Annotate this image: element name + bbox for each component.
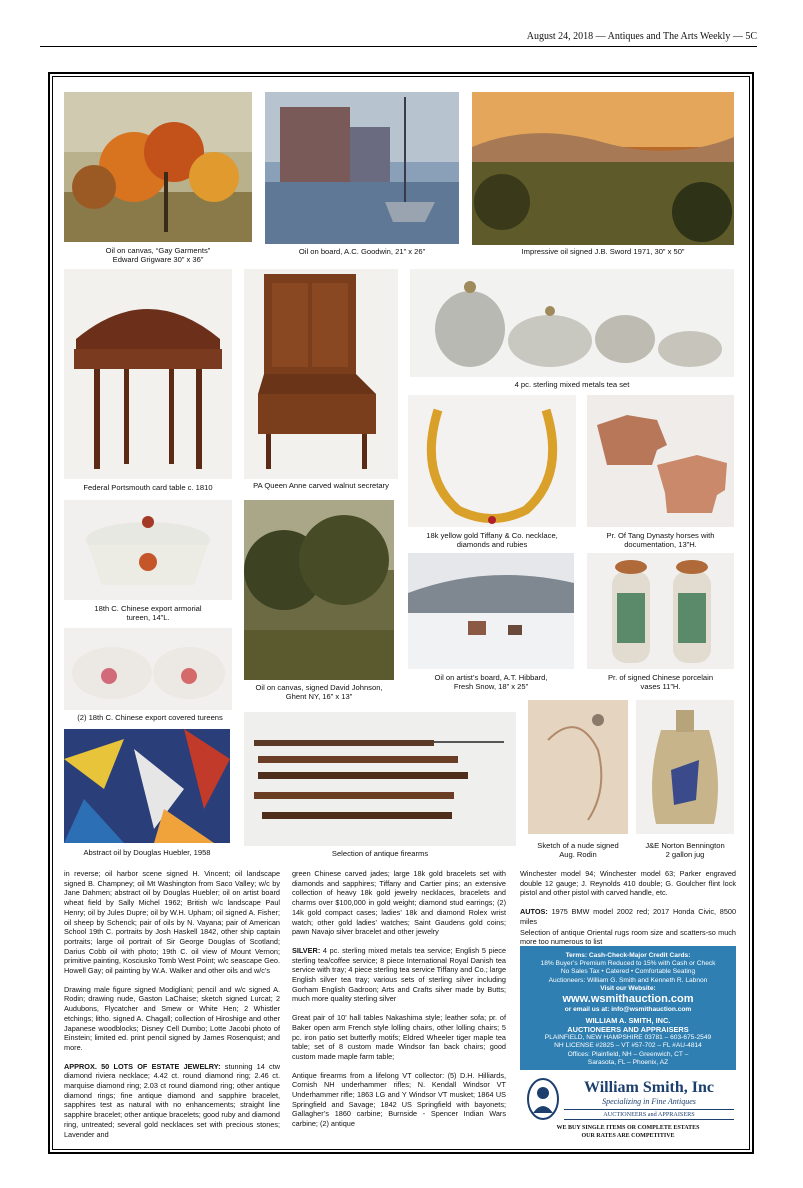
photo-sterling-tea-set: [410, 269, 734, 377]
logo-note: WE BUY SINGLE ITEMS OR COMPLETE ESTATES: [556, 1125, 700, 1131]
paragraph: Winchester model 94; Winchester model 63; Parker engraved double 12 gauge; J. Reynolds 410 double; G. Goulcher flint lock pistol and other pistol with carved handle, etc.: [520, 869, 736, 898]
caption-line: 18k yellow gold Tiffany & Co. necklace,: [426, 531, 558, 540]
section-heading: AUTOS:: [520, 907, 548, 917]
paragraph: [520, 907, 736, 926]
caption-line: 18th C. Chinese export armorial: [94, 604, 202, 613]
photo-tang-horses: [587, 395, 734, 527]
paragraph-text: Drawing male figure signed Modigliani; pencil and w/c signed A. Rodin; drawing nude, Gaston LaChaise; sketch signed Lurcat; 2 Audubons, Flycatcher and Smew or White Hen; 2 Whistler etchings; litho. signed A. Chagall; collection of Hiroshige and other Japanese woodblocks; Disney Cell Dumbo; Lotte Jacobi photo of Einstein; limited ed. print pencil signed by James Rosenquist; and more.: [64, 984, 280, 1052]
logo-note: OUR RATES ARE COMPETITIVE: [581, 1133, 675, 1139]
caption-covered-tureens: (2) 18th C. Chinese export covered tureens: [77, 713, 223, 722]
paragraph-text: stunning 14 ctw diamond riviera necklace; 4.42 ct. round diamond ring; 2.46 ct. marquise diamond ring; 2.03 ct round diamond ring; other antique diamond rings; fine antique diamond and sapphire bracelet, sapphires test as natural with no enhancements; straight line sapphire bracelet; other antique bracelets; good ruby and diamond ring, untreated; several gold necklaces set with precious stones; Lavender and: [64, 1061, 281, 1139]
photo-armorial-tureen: [64, 500, 232, 600]
section-heading: SILVER:: [292, 945, 321, 955]
photo-goodwin-harbor-painting: [265, 92, 459, 244]
caption-line: Fresh Snow, 18” x 25”: [453, 682, 529, 691]
text-column-2: [292, 869, 506, 1138]
visit-label: Visit our Website:: [600, 984, 656, 992]
caption-goodwin: Oil on board, A.C. Goodwin, 21” x 26”: [298, 247, 426, 256]
caption-firearms: Selection of antique firearms: [331, 849, 429, 858]
photo-card-table: [64, 269, 232, 479]
caption-line: documentation, 13”H.: [624, 540, 697, 549]
paragraph: Great pair of 10’ hall tables Nakashima style; leather sofa; pr. of Baker open arm French style lolling chairs, other lolling chairs; 5 pc. iron patio set butterfly motifs; Eldred Wheeler tiger maple tea table; set of 8 custom made Windsor fan back chairs; good custom made maple farm table;: [292, 1013, 506, 1061]
caption-line: tureen, 14”L.: [126, 613, 170, 622]
caption-huebler: Abstract oil by Douglas Huebler, 1958: [83, 848, 211, 857]
caption-horses: [587, 531, 734, 549]
caption-line: Ghent NY, 16” x 13”: [285, 692, 353, 701]
caption-line: Pr. of signed Chinese porcelain: [607, 673, 714, 682]
caption-armorial-tureen: [64, 604, 232, 622]
caption-tea-set: 4 pc. sterling mixed metals tea set: [514, 380, 630, 389]
paragraph: [64, 1062, 280, 1140]
paragraph-text: 4 pc. sterling mixed metals tea service; English 5 piece sterling tea/coffee service; 8 piece International Royal Danish tea service with tray; 4 piece sterling tea service Tiffany and Co.; large English silver tea tray; various sets of sterling silver including Gorham English Gadroon; Arts and Crafts silver made by Butts; much more quality sterling silver: [292, 945, 507, 1004]
caption-line: Oil on artist’s board, A.T. Hibbard,: [434, 673, 548, 682]
caption-card-table: Federal Portsmouth card table c. 1810: [83, 483, 213, 492]
photo-gay-garments-painting: [64, 92, 252, 242]
paragraph: Selection of antique Oriental rugs room size and scatters-so much more too numerous to list: [520, 927, 736, 947]
caption-rodin: [524, 841, 632, 859]
caption-line: Aug. Rodin: [559, 850, 597, 859]
caption-secretary: PA Queen Anne carved walnut secretary: [253, 481, 389, 490]
photo-rodin-sketch: [528, 700, 628, 834]
caption-line: Oil on canvas, signed David Johnson,: [255, 683, 383, 692]
caption-sword: Impressive oil signed J.B. Sword 1971, 30” x 50”: [521, 247, 685, 256]
text-column-3: [520, 869, 736, 956]
photo-covered-tureens: [64, 628, 232, 710]
text-column-1: [64, 869, 280, 1148]
company-subtitle: AUCTIONEERS AND APPRAISERS: [567, 1025, 689, 1035]
address-line: PLAINFIELD, NEW HAMPSHIRE 03781 – 603-675-2549: [544, 1034, 712, 1042]
paragraph: green Chinese carved jades; large 18k gold bracelets set with diamonds and sapphires; Tiffany and Cartier pins; an extensive collection of heavy 18k gold jewelry necklaces, bracelets and charms over $100,000 in gold weight; diamond stud earrings; (2) 14k gold compact cases; ladies’ 18k and diamond Rolex wrist watch; other gold ladies’ watches; Saint Gaudens gold coins; pawn Navajo silver bracelet and other jewelry: [292, 869, 506, 937]
terms-line: Terms: Cash-Check-Major Credit Cards:: [565, 952, 691, 959]
photo-sword-landscape-painting: [472, 92, 734, 245]
paragraph: Antique firearms from a lifelong VT collector: (5) D.H. Hilliards, Cornish NH underhammer rifles; N. Kendall Windsor VT Underhammer rifle; 1863 LG and Y Windsor VT musket; 1864 US Springfield and Savage; 1842 US Springfield with bayonets; Gallagher’s 1860 carbine; Burnside - Spencer Indian Wars carbine; (2) antique: [292, 1070, 506, 1129]
paragraph: [292, 946, 506, 1004]
info-line: No Sales Tax • Catered • Comfortable Seating: [560, 968, 696, 976]
section-heading: APPROX. 50 LOTS OF ESTATE JEWELRY:: [64, 1061, 221, 1071]
info-line: 18% Buyer’s Premium Reduced to 15% with Cash or Check: [540, 960, 716, 968]
auction-info-box: [520, 946, 736, 1070]
caption-necklace: [408, 531, 576, 549]
caption-johnson: [240, 683, 398, 701]
caption-line: 2 gallon jug: [665, 850, 705, 859]
company-name: WILLIAM A. SMITH, INC.: [585, 1016, 671, 1026]
photo-porcelain-vases: [587, 553, 734, 669]
caption-gay-garments: [64, 246, 252, 264]
photo-hibbard-fresh-snow: [408, 553, 574, 669]
company-logo-block: [520, 1075, 736, 1147]
caption-line: vases 11”H.: [640, 682, 681, 691]
logo-subtitle: AUCTIONEERS and APPRAISERS: [564, 1109, 734, 1120]
paragraph-text: 1975 BMW model 2002 red; 2017 Honda Civic, 8500 miles: [520, 907, 736, 926]
license-line: NH LICENSE #2825 – VT #57-702 – FL #AU-4814: [554, 1042, 702, 1050]
caption-hibbard: [408, 673, 574, 691]
caption-jug: [632, 841, 738, 859]
photo-johnson-landscape: [244, 500, 394, 680]
paragraph: [64, 985, 280, 1053]
caption-line: Edward Grigware 30” x 36”: [112, 255, 204, 264]
photo-bennington-jug: [636, 700, 734, 834]
photo-tiffany-necklace: [408, 395, 576, 527]
website-link[interactable]: www.wsmithauction.com: [562, 993, 694, 1006]
photo-antique-firearms: [244, 712, 516, 846]
offices-line: Offices: Plainfield, NH – Greenwich, CT –: [567, 1050, 689, 1058]
info-line: Auctioneers: William G. Smith and Kenneth R. Labnon: [548, 976, 708, 984]
paragraph: in reverse; oil harbor scene signed H. Vincent; oil landscape signed B. Champney; oil Mt Washington from Saco Valley; w/c by Jane Dahmen; abstract oil by Douglas Huebler; oil on artist board wheat field by Sally Michel 1962; British w/c landscape Paul Henry; oil by Jules Dupre; oil by W.H. Upham; oil signed A. Fisher; oil sheep by Schenck; pair of oils by N. Vayana; pair of American School 19th C. portraits by Josh Haskell 1842, other ship captain portraits; large oil portrait of Sir George Douglas of Scotland; Darius Cobb oil with photo; 19th C. oil view of Mount Vernon; primitive painting, Kosciusko Tomb West Point; w/c seascape Geo. Howell Gay; oil painting by W.A. Walker and other oils and w/c’s: [64, 869, 280, 976]
logo-tagline: Specializing in Fine Antiques: [602, 1097, 696, 1106]
caption-line: Pr. Of Tang Dynasty horses with: [606, 531, 715, 540]
photo-huebler-abstract: [64, 729, 230, 843]
photo-walnut-secretary: [244, 269, 398, 479]
bust-logo-icon: [526, 1077, 560, 1121]
caption-line: J&E Norton Bennington: [645, 841, 725, 850]
offices-line: Sarasota, FL – Phoenix, AZ: [587, 1058, 669, 1066]
caption-line: Sketch of a nude signed: [537, 841, 619, 850]
page-header: August 24, 2018 — Antiques and The Arts Weekly — 5C: [40, 30, 757, 47]
caption-line: diamonds and rubies: [456, 540, 528, 549]
caption-line: Oil on canvas, “Gay Garments”: [105, 246, 211, 255]
logo-name: William Smith, Inc: [584, 1079, 714, 1096]
caption-vases: [587, 673, 734, 691]
email-link[interactable]: or email us at: info@wsmithauction.com: [564, 1006, 692, 1014]
